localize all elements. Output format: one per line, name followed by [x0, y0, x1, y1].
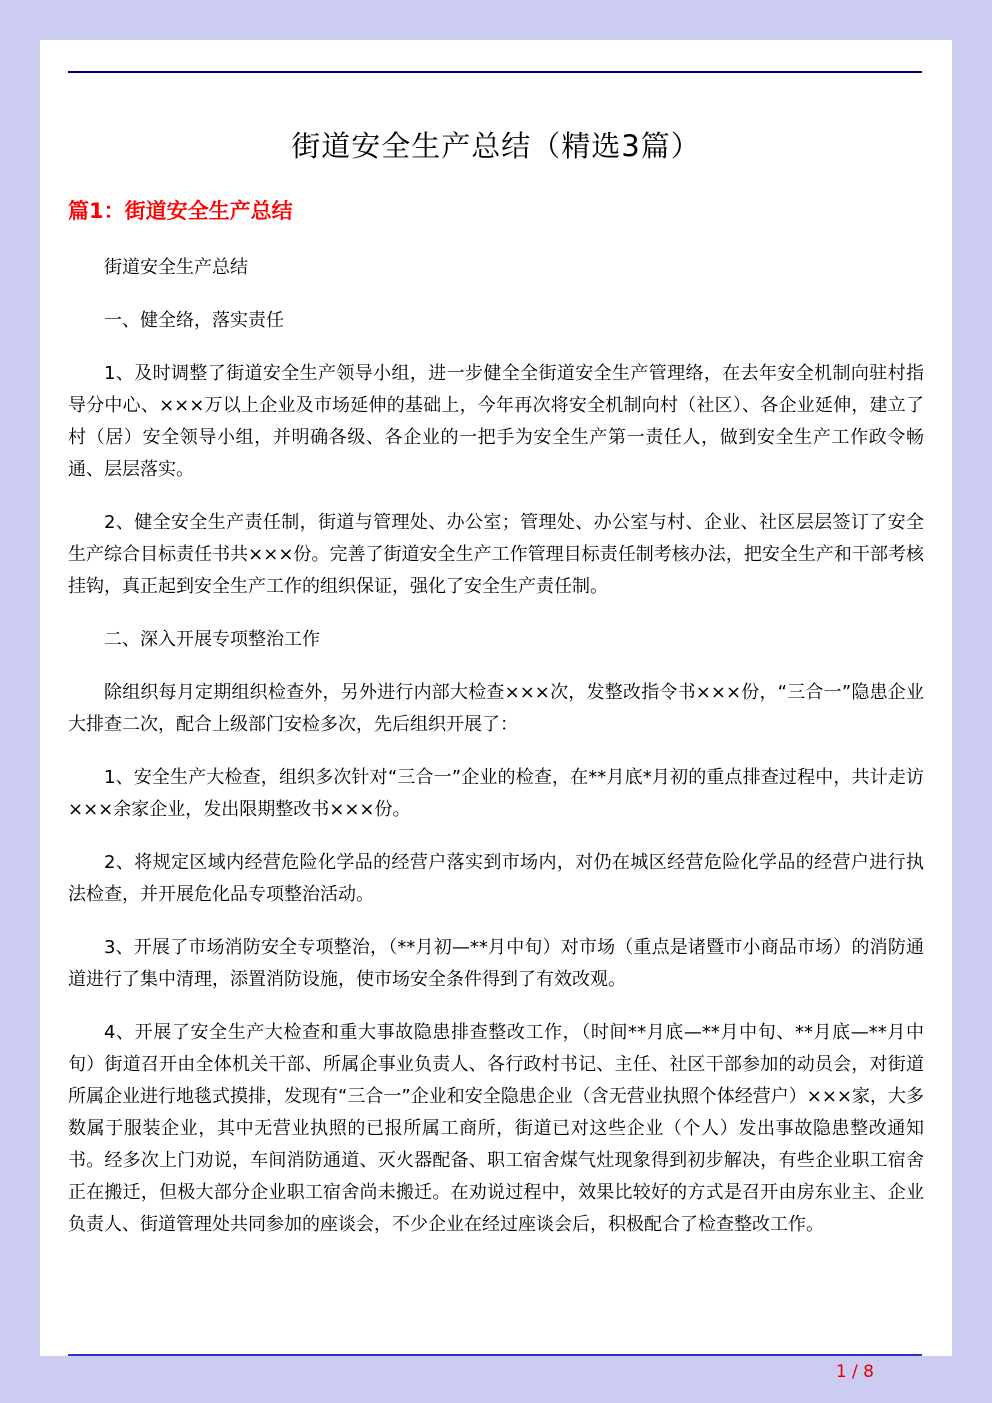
document-title: 街道安全生产总结（精选3篇）	[291, 129, 701, 163]
body-paragraph: 街道安全生产总结	[104, 257, 248, 278]
footer-divider	[68, 1354, 922, 1356]
body-paragraph: 2、将规定区域内经营危险化学品的经营户落实到市场内，对仍在城区经营危险化学品的经营户进行执法检查，并开展危化品专项整治活动。	[68, 852, 924, 905]
body-paragraph: 除组织每月定期组织检查外，另外进行内部大检查×××次，发整改指令书×××份，“三合一”隐患企业大排查二次，配合上级部门安检多次，先后组织开展了：	[68, 682, 924, 735]
header-divider	[68, 71, 922, 73]
body-paragraph: 3、开展了市场消防安全专项整治，（**月初—**月中旬）对市场（重点是诸暨市小商品市场）的消防通道进行了集中清理，添置消防设施，使市场安全条件得到了有效改观。	[68, 937, 924, 990]
section-heading: 篇1：街道安全生产总结	[68, 199, 293, 223]
body-paragraph: 1、及时调整了街道安全生产领导小组，进一步健全全街道安全生产管理络，在去年安全机制向驻村指导分中心、×××万以上企业及市场延伸的基础上，今年再次将安全机制向村（社区）、各企业延伸，建立了村（居）安全领导小组，并明确各级、各企业的一把手为安全生产第一责任人，做到安全生产工作政令畅通、层层落实。	[68, 363, 924, 480]
document-sheet	[40, 40, 952, 1356]
body-paragraph: 4、开展了安全生产大检查和重大事故隐患排查整改工作，（时间**月底—**月中旬、**月底—**月中旬）街道召开由全体机关干部、所属企事业负责人、各行政村书记、主任、社区干部参加的动员会，对街道所属企业进行地毯式摸排，发现有“三合一”企业和安全隐患企业（含无营业执照个体经营户）×××家，大多数属于服装企业，其中无营业执照的已报所属工商所，街道已对这些企业（个人）发出事故隐患整改通知书。经多次上门劝说，车间消防通道、灭火器配备、职工宿舍煤气灶现象得到初步解决，有些企业职工宿舍正在搬迁，但极大部分企业职工宿舍尚未搬迁。在劝说过程中，效果比较好的方式是召开由房东业主、企业负责人、街道管理处共同参加的座谈会，不少企业在经过座谈会后，积极配合了检查整改工作。	[68, 1022, 924, 1235]
body-paragraph: 二、深入开展专项整治工作	[104, 629, 320, 650]
body-paragraph: 1、安全生产大检查，组织多次针对“三合一”企业的检查，在**月底*月初的重点排查过程中，共计走访×××余家企业，发出限期整改书×××份。	[68, 767, 924, 820]
page-number: 1 / 8	[835, 1362, 874, 1382]
body-paragraph: 2、健全安全生产责任制，街道与管理处、办公室；管理处、办公室与村、企业、社区层层签订了安全生产综合目标责任书共×××份。完善了街道安全生产工作管理目标责任制考核办法，把安全生产和干部考核挂钩，真正起到安全生产工作的组织保证，强化了安全生产责任制。	[68, 512, 924, 597]
body-paragraph: 一、健全络，落实责任	[104, 310, 284, 331]
